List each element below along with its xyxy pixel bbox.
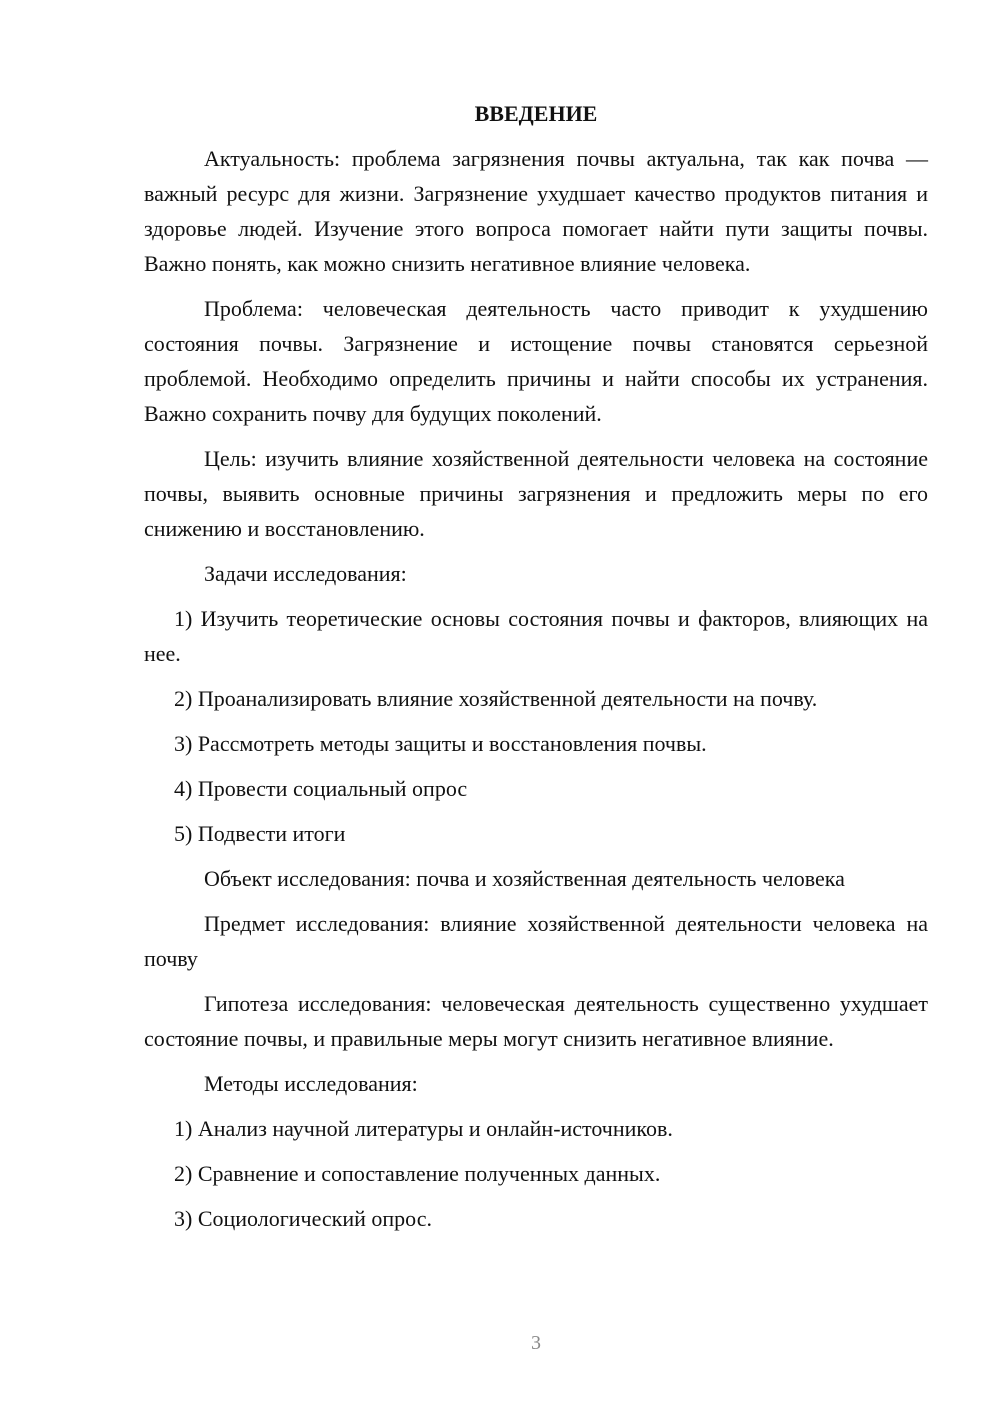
- page-title: ВВЕДЕНИЕ: [474, 101, 598, 126]
- task-item-3: 3) Рассмотреть методы защиты и восстановления почвы.: [174, 731, 707, 756]
- tasks-title: Задачи исследования:: [204, 561, 407, 586]
- relevance-paragraph: Актуальность: проблема загрязнения почвы актуальна, так как почва — важный ресурс для жизни. Загрязнение ухудшает качество продуктов питания и здоровье людей. Изучение этого вопроса помогает найти пути защиты почвы. Важно понять, как можно снизить негативное влияние человека.: [144, 146, 928, 276]
- hypothesis-paragraph: Гипотеза исследования: человеческая деятельность существенно ухудшает состояние почвы, и правильные меры могут снизить негативное влияние.: [144, 991, 928, 1051]
- object-paragraph: Объект исследования: почва и хозяйственная деятельность человека: [204, 866, 845, 891]
- task-item-1: 1) Изучить теоретические основы состояния почвы и факторов, влияющих на нее.: [144, 606, 928, 666]
- task-item-5: 5) Подвести итоги: [174, 821, 346, 846]
- method-item-1: 1) Анализ научной литературы и онлайн-источников.: [174, 1116, 673, 1141]
- methods-title: Методы исследования:: [204, 1071, 418, 1096]
- page-content: [144, 96, 928, 1246]
- task-item-2: 2) Проанализировать влияние хозяйственной деятельности на почву.: [174, 686, 818, 711]
- task-item-4: 4) Провести социальный опрос: [174, 776, 468, 801]
- page-number: 3: [531, 1332, 541, 1354]
- goal-paragraph: Цель: изучить влияние хозяйственной деятельности человека на состояние почвы, выявить основные причины загрязнения и предложить меры по его снижению и восстановлению.: [144, 446, 928, 541]
- method-item-3: 3) Социологический опрос.: [174, 1206, 432, 1231]
- problem-paragraph: Проблема: человеческая деятельность часто приводит к ухудшению состояния почвы. Загрязнение и истощение почвы становятся серьезной проблемой. Необходимо определить причины и найти способы их устранения. Важно сохранить почву для будущих поколений.: [144, 296, 928, 426]
- method-item-2: 2) Сравнение и сопоставление полученных данных.: [174, 1161, 661, 1186]
- subject-paragraph: Предмет исследования: влияние хозяйственной деятельности человека на почву: [144, 911, 928, 971]
